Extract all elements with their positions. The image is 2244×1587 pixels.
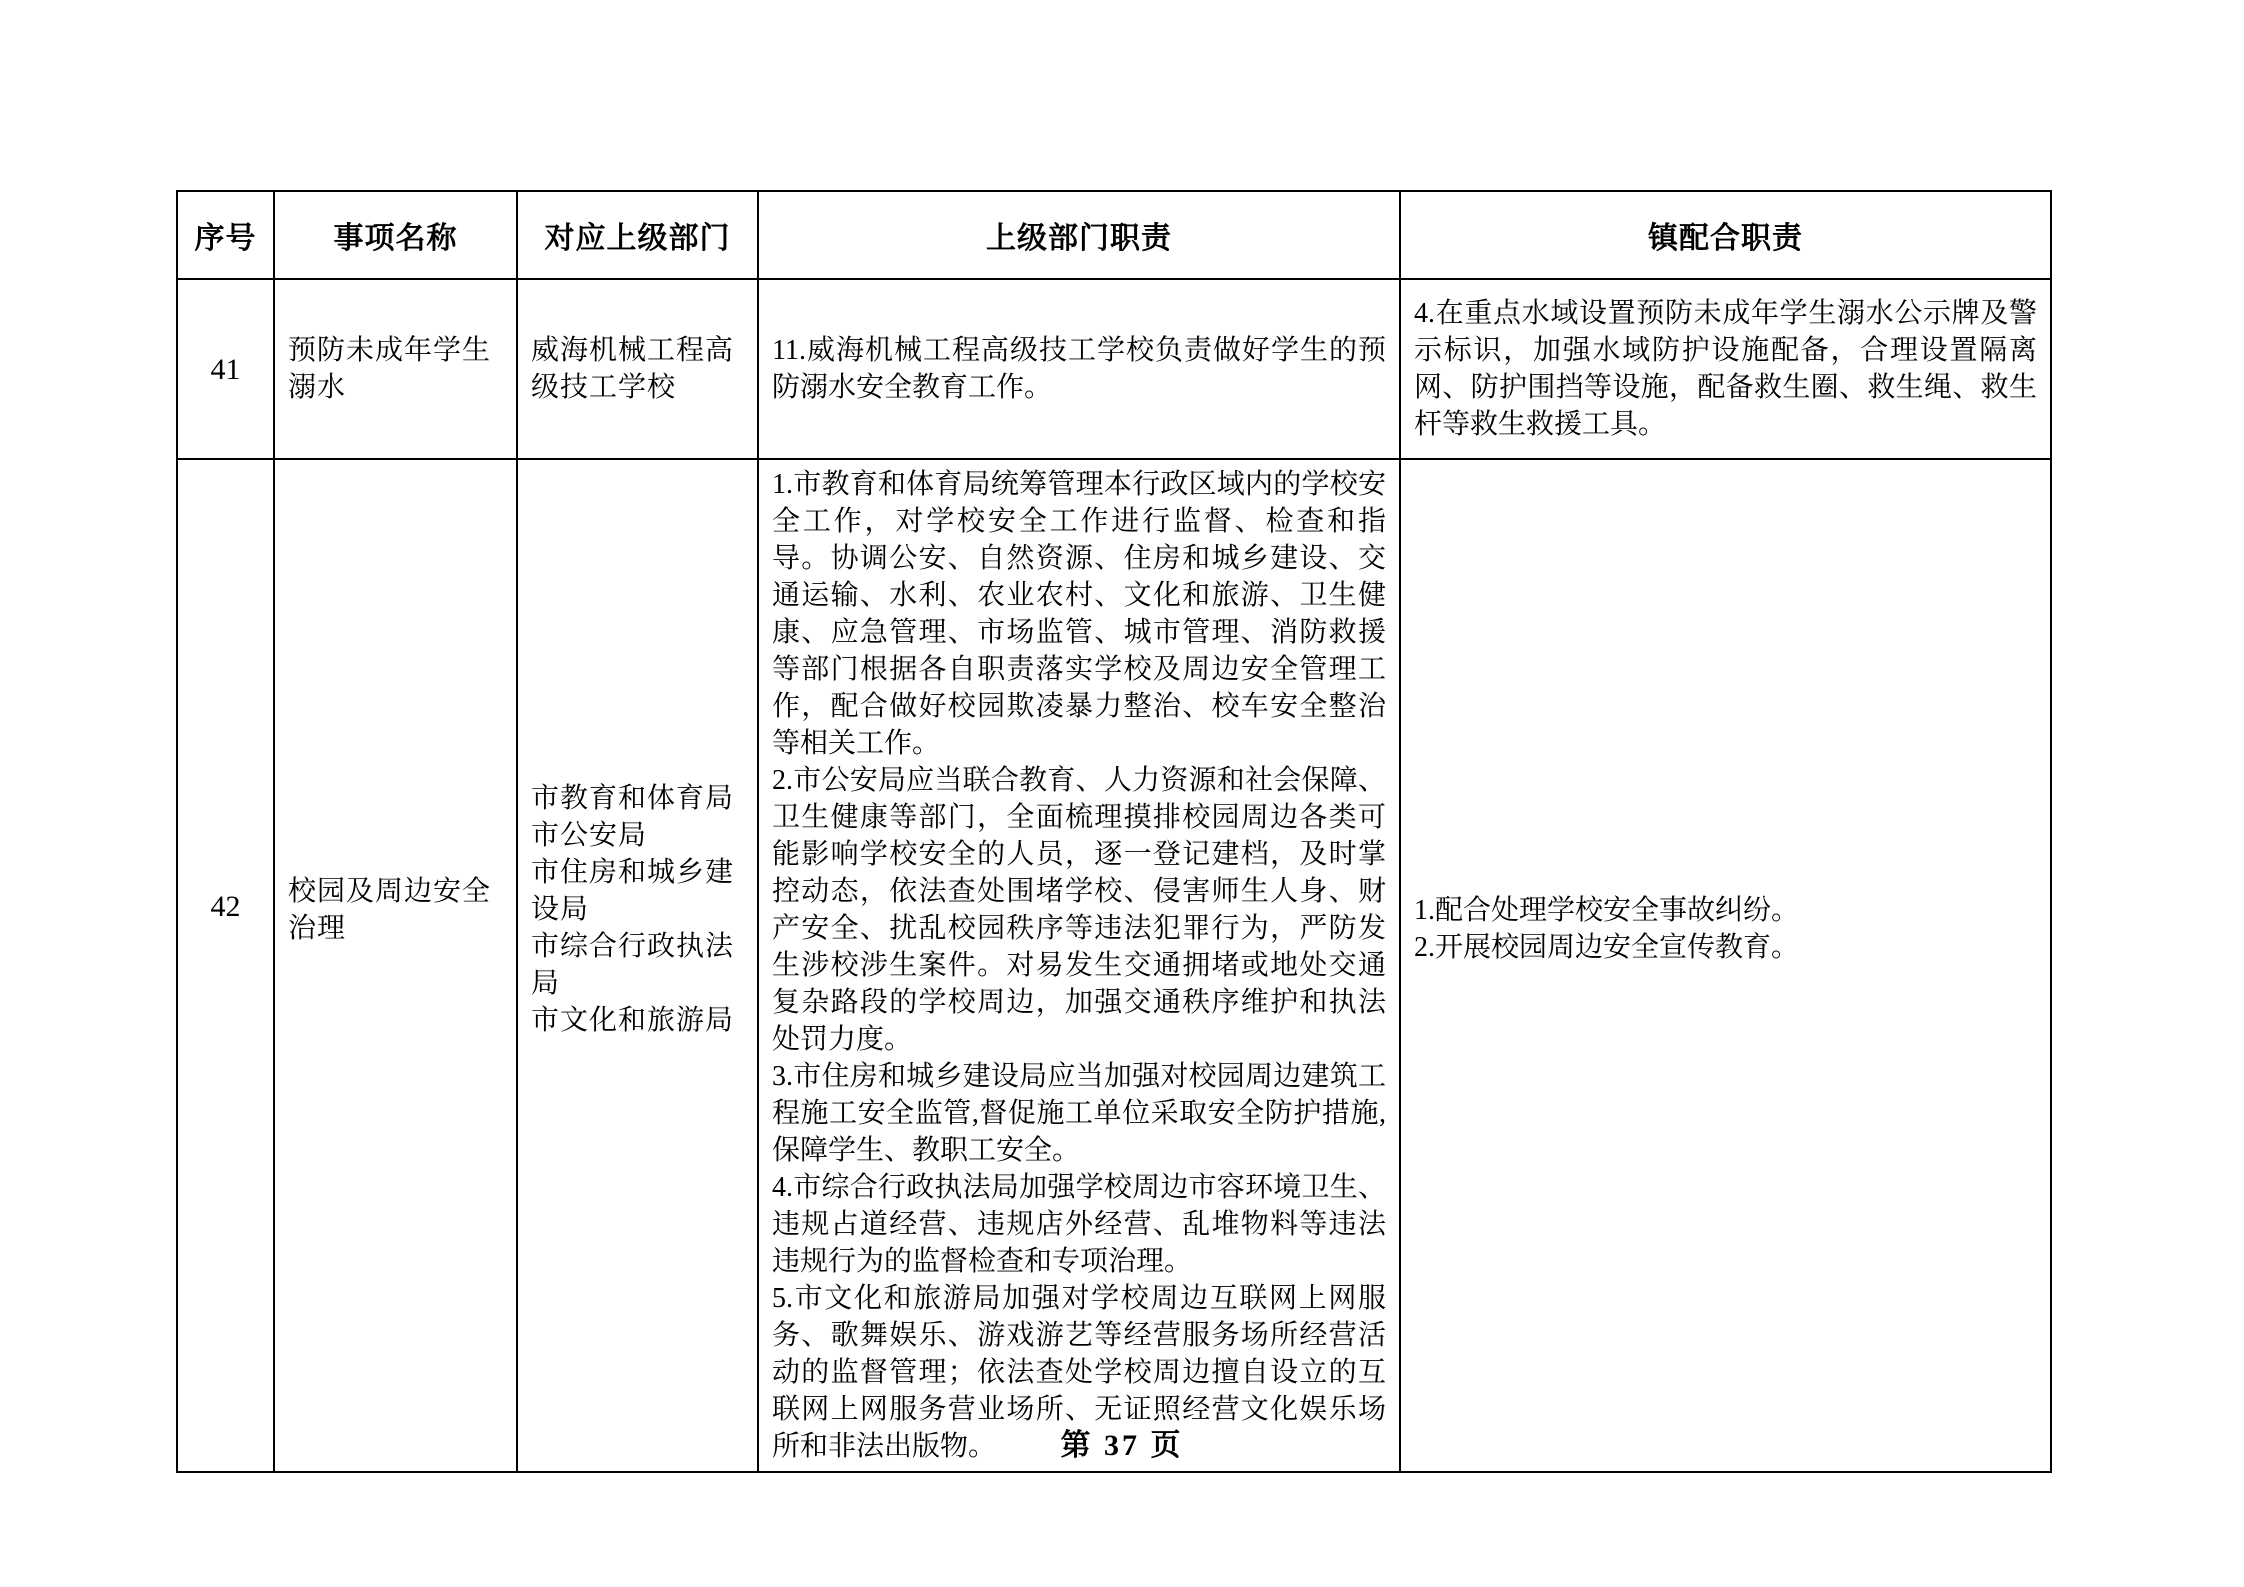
paragraph: 2.市公安局应当联合教育、人力资源和社会保障、卫生健康等部门，全面梳理摸排校园周边各类可能影响学校安全的人员，逐一登记建档，及时掌控动态，依法查处围堵学校、侵害师生人身、财产安全、扰乱校园秩序等违法犯罪行为，严防发生涉校涉生案件。对易发生交通拥堵或地处交通复杂路段的学校周边，加强交通秩序维护和执法处罚力度。 <box>772 765 1386 1055</box>
paragraph: 市综合行政执法局 <box>531 931 735 999</box>
cell-town-duties-41 <box>1400 279 2051 459</box>
header-cell-superior-department: 对应上级部门 <box>517 191 758 279</box>
paragraph: 5.市文化和旅游局加强对学校周边互联网上网服务、歌舞娱乐、游戏游艺等经营服务场所经营活动的监督管理；依法查处学校周边擅自设立的互联网上网服务营业场所、无证照经营文化娱乐场所和非法出版物。 <box>772 1283 1386 1462</box>
paragraph: 4.在重点水域设置预防未成年学生溺水公示牌及警示标识，加强水域防护设施配备，合理设置隔离网、防护围挡等设施，配备救生圈、救生绳、救生杆等救生救援工具。 <box>1414 298 2037 440</box>
cell-superior-duties-42 <box>758 459 1400 1472</box>
header-cell-seq-no: 序号 <box>177 191 274 279</box>
table-row-42 <box>177 459 2051 1472</box>
header-cell-superior-duties: 上级部门职责 <box>758 191 1400 279</box>
header-cell-item-name: 事项名称 <box>274 191 517 279</box>
paragraph: 3.市住房和城乡建设局应当加强对校园周边建筑工程施工安全监管,督促施工单位采取安全防护措施,保障学生、教职工安全。 <box>772 1061 1386 1166</box>
paragraph: 4.市综合行政执法局加强学校周边市容环境卫生、违规占道经营、违规店外经营、乱堆物料等违法违规行为的监督检查和专项治理。 <box>772 1172 1386 1277</box>
paragraph: 市文化和旅游局 <box>531 1005 735 1036</box>
paragraph: 威海机械工程高级技工学校 <box>531 335 735 403</box>
cell-item-name-42: 校园及周边安全治理 <box>274 459 517 1472</box>
responsibility-table <box>176 190 2052 1473</box>
paragraph: 市公安局 <box>531 820 648 851</box>
cell-seq-no-42: 42 <box>177 459 274 1472</box>
cell-superior-duties-41 <box>758 279 1400 459</box>
paragraph: 市教育和体育局 <box>531 783 735 814</box>
cell-departments-42 <box>517 459 758 1472</box>
paragraph: 2.开展校园周边安全宣传教育。 <box>1414 931 1800 963</box>
table-header-row <box>177 191 2051 279</box>
paragraph: 1.市教育和体育局统筹管理本行政区域内的学校安全工作，对学校安全工作进行监督、检查和指导。协调公安、自然资源、住房和城乡建设、交通运输、水利、农业农村、文化和旅游、卫生健康、应急管理、市场监管、城市管理、消防救援等部门根据各自职责落实学校及周边安全管理工作，配合做好校园欺凌暴力整治、校车安全整治等相关工作。 <box>772 469 1386 759</box>
paragraph: 1.配合处理学校安全事故纠纷。 <box>1414 894 1800 926</box>
page-number: 第 37 页 <box>1060 1429 1184 1462</box>
cell-departments-41 <box>517 279 758 459</box>
paragraph: 11.威海机械工程高级技工学校负责做好学生的预防溺水安全教育工作。 <box>772 335 1386 403</box>
paragraph: 市住房和城乡建设局 <box>531 857 735 925</box>
cell-item-name-41: 预防未成年学生溺水 <box>274 279 517 459</box>
cell-town-duties-42 <box>1400 459 2051 1472</box>
header-cell-town-duties: 镇配合职责 <box>1400 191 2051 279</box>
table-row-41 <box>177 279 2051 459</box>
cell-seq-no-41: 41 <box>177 279 274 459</box>
